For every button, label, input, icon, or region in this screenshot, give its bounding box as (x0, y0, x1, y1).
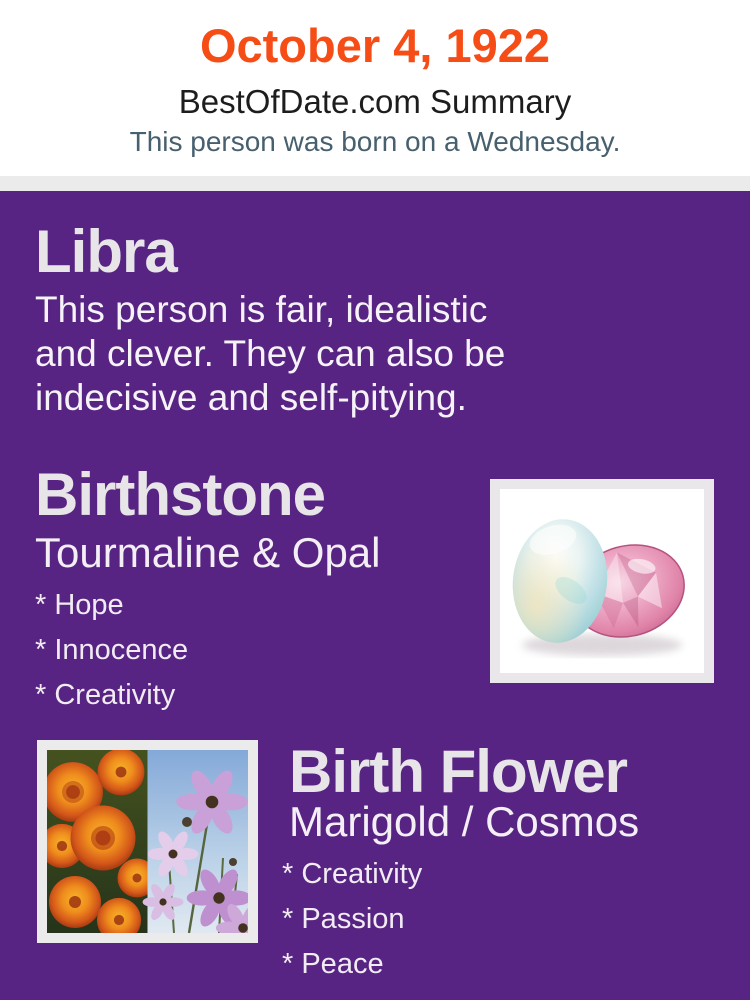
opal-tourmaline-graphic (500, 489, 704, 673)
header-divider (0, 176, 750, 191)
birthstone-trait-item: * Innocence (35, 634, 189, 666)
birth-flower-names: Marigold / Cosmos (289, 798, 640, 845)
birth-flower-image (37, 740, 258, 943)
flowers-photo (47, 750, 248, 933)
birthstone-names: Tourmaline & Opal (35, 529, 381, 576)
birth-flower-trait-item: * Passion (282, 903, 405, 935)
site-summary: BestOfDate.com Summary (178, 82, 572, 120)
zodiac-description-line: This person is fair, idealistic (35, 289, 488, 330)
birth-flower-heading: Birth Flower (289, 738, 628, 805)
birthstone-trait-list (35, 583, 188, 718)
marigold-cosmos-graphic (47, 750, 248, 933)
birth-flower-trait-item: * Creativity (282, 858, 423, 890)
zodiac-description-line: and clever. They can also be (35, 333, 506, 374)
birthstone-heading: Birthstone (35, 461, 325, 528)
birth-flower-trait-list (282, 852, 422, 987)
summary-panel (0, 191, 750, 1000)
birthstone-trait-item: * Hope (35, 589, 124, 621)
born-day-line: This person was born on a Wednesday. (129, 125, 621, 157)
zodiac-description (35, 288, 505, 420)
header (0, 0, 750, 176)
birthstone-trait-item: * Creativity (35, 679, 176, 711)
birth-flower-trait-item: * Peace (282, 948, 384, 980)
gemstones-photo (500, 489, 704, 673)
zodiac-sign-heading: Libra (35, 218, 177, 285)
page-title: October 4, 1922 (199, 19, 551, 72)
zodiac-description-line: indecisive and self-pitying. (35, 377, 467, 418)
birthstone-image (490, 479, 714, 683)
